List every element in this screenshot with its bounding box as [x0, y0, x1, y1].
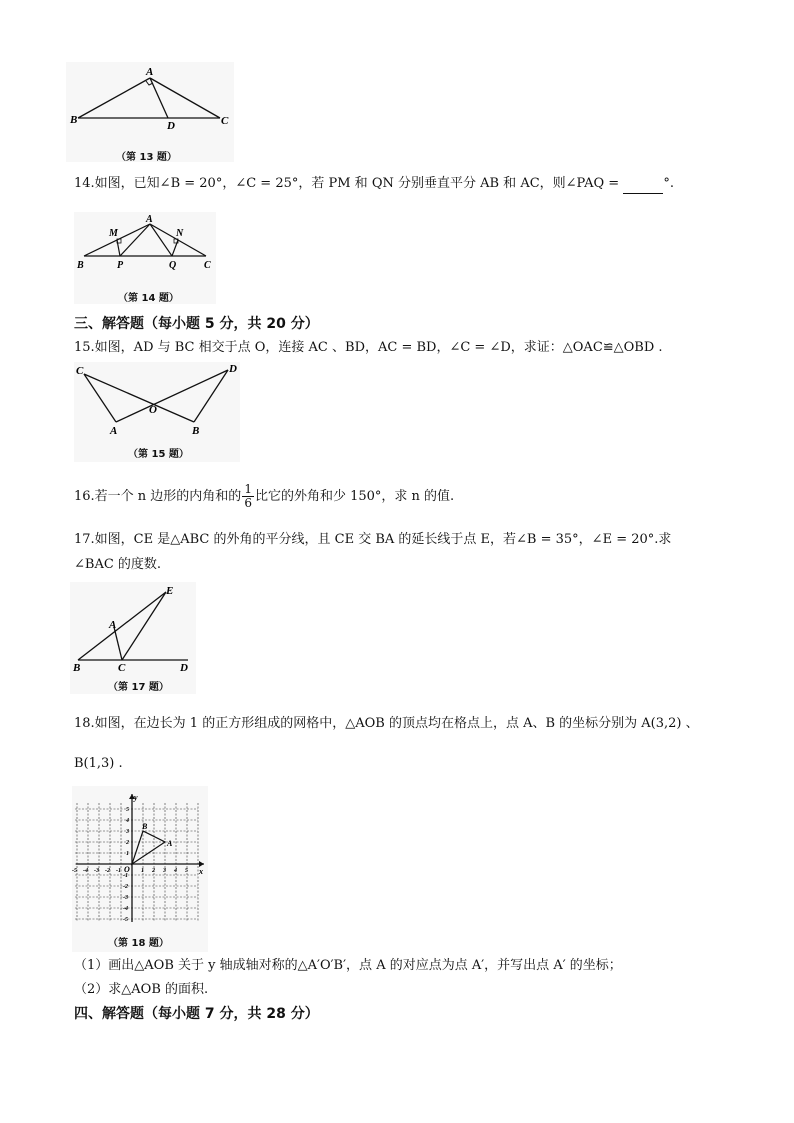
question-14-text: 14.如图，已知∠B = 20°，∠C = 25°，若 PM 和 QN 分别垂直平分 AB 和 AC，则∠PAQ =	[74, 176, 620, 191]
label-D: D	[229, 363, 237, 375]
label-B: B	[192, 425, 200, 437]
y-tick-label: 1	[126, 851, 129, 857]
x-tick-label: -1	[116, 868, 121, 874]
question-17-line-2: ∠BAC 的度数.	[74, 557, 162, 572]
y-tick-label: -5	[123, 917, 128, 923]
label-B: B	[142, 822, 148, 831]
label-A: A	[146, 66, 154, 78]
y-tick-label: 2	[126, 840, 129, 846]
y-tick-label: -3	[123, 895, 128, 901]
label-N: N	[176, 228, 184, 239]
x-tick-label: 5	[185, 868, 188, 874]
label-O: O	[124, 865, 130, 874]
label-B: B	[70, 114, 78, 126]
label-O: O	[149, 404, 157, 416]
label-D: D	[180, 662, 188, 674]
figure-18-caption: （第 18 题）	[108, 938, 169, 949]
label-A: A	[146, 214, 153, 225]
question-16-text: 16.若一个 n 边形的内角和的	[74, 489, 242, 504]
figure-14-caption: （第 14 题）	[118, 293, 179, 304]
axis-label-y: y	[134, 793, 138, 802]
label-C: C	[204, 260, 211, 271]
label-C: C	[221, 115, 229, 127]
x-tick-label: -2	[105, 868, 110, 874]
label-P: P	[117, 260, 124, 271]
x-tick-label: 4	[174, 868, 177, 874]
y-tick-label: 5	[126, 807, 129, 813]
label-M: M	[109, 228, 118, 239]
question-16-suffix: 比它的外角和少 150°，求 n 的值.	[254, 489, 455, 504]
figure-13-diagram	[66, 62, 234, 162]
x-tick-label: -4	[83, 868, 88, 874]
fraction-numerator: 1	[244, 482, 252, 496]
question-18-part-2: （2）求△AOB 的面积.	[74, 982, 209, 997]
label-D: D	[167, 120, 175, 132]
figure-17	[70, 582, 196, 694]
fraction-one-sixth	[242, 483, 254, 510]
label-B: B	[77, 260, 84, 271]
x-tick-label: 3	[163, 868, 166, 874]
coordinate-grid	[72, 786, 208, 926]
figure-18	[72, 786, 208, 952]
x-tick-label: 2	[152, 868, 155, 874]
label-C: C	[118, 662, 126, 674]
figure-17-caption: （第 17 题）	[108, 682, 169, 693]
y-tick-label: 3	[126, 829, 129, 835]
x-tick-label: 1	[141, 868, 144, 874]
question-14-suffix: °.	[663, 176, 674, 191]
question-18-line-2: B(1,3) .	[74, 756, 123, 771]
label-A: A	[110, 425, 118, 437]
figure-15-caption: （第 15 题）	[128, 449, 189, 460]
label-B: B	[73, 662, 81, 674]
grid-lines	[75, 803, 198, 921]
question-18-part-1: （1）画出△AOB 关于 y 轴成轴对称的△A′O′B′，点 A 的对应点为点 A′，并写出点 A′ 的坐标；	[74, 958, 622, 973]
fraction-denominator: 6	[244, 496, 252, 510]
question-15: 15.如图，AD 与 BC 相交于点 O，连接 AC 、BD，AC = BD，∠C = ∠D，求证：△OAC≌△OBD .	[74, 340, 663, 355]
x-tick-label: -3	[94, 868, 99, 874]
x-tick-label: -5	[72, 868, 77, 874]
label-Q: Q	[169, 260, 177, 271]
question-17-line-1: 17.如图，CE 是△ABC 的外角的平分线，且 CE 交 BA 的延长线于点 E，若∠B = 35°，∠E = 20°.求	[74, 532, 672, 547]
label-C: C	[76, 365, 84, 377]
y-tick-label: -4	[123, 906, 128, 912]
figure-14	[74, 212, 216, 304]
figure-15	[74, 362, 240, 462]
label-A: A	[167, 839, 173, 848]
axis-label-x: x	[199, 867, 203, 876]
y-tick-label: -1	[123, 873, 128, 879]
tick-labels	[72, 807, 188, 923]
label-A: A	[109, 619, 117, 631]
section-3-heading: 三、解答题（每小题 5 分，共 20 分）	[74, 316, 319, 332]
y-tick-label: 4	[126, 818, 129, 824]
answer-blank[interactable]	[623, 179, 663, 194]
question-16	[74, 480, 454, 514]
figure-13	[66, 62, 234, 162]
question-18-line-1: 18.如图，在边长为 1 的正方形组成的网格中，△AOB 的顶点均在格点上，点 A、B 的坐标分别为 A(3,2) 、	[74, 716, 699, 731]
y-tick-label: -2	[123, 884, 128, 890]
label-E: E	[166, 585, 174, 597]
section-4-heading: 四、解答题（每小题 7 分，共 28 分）	[74, 1006, 319, 1022]
question-14	[74, 174, 674, 194]
figure-13-caption: （第 13 题）	[116, 152, 177, 163]
